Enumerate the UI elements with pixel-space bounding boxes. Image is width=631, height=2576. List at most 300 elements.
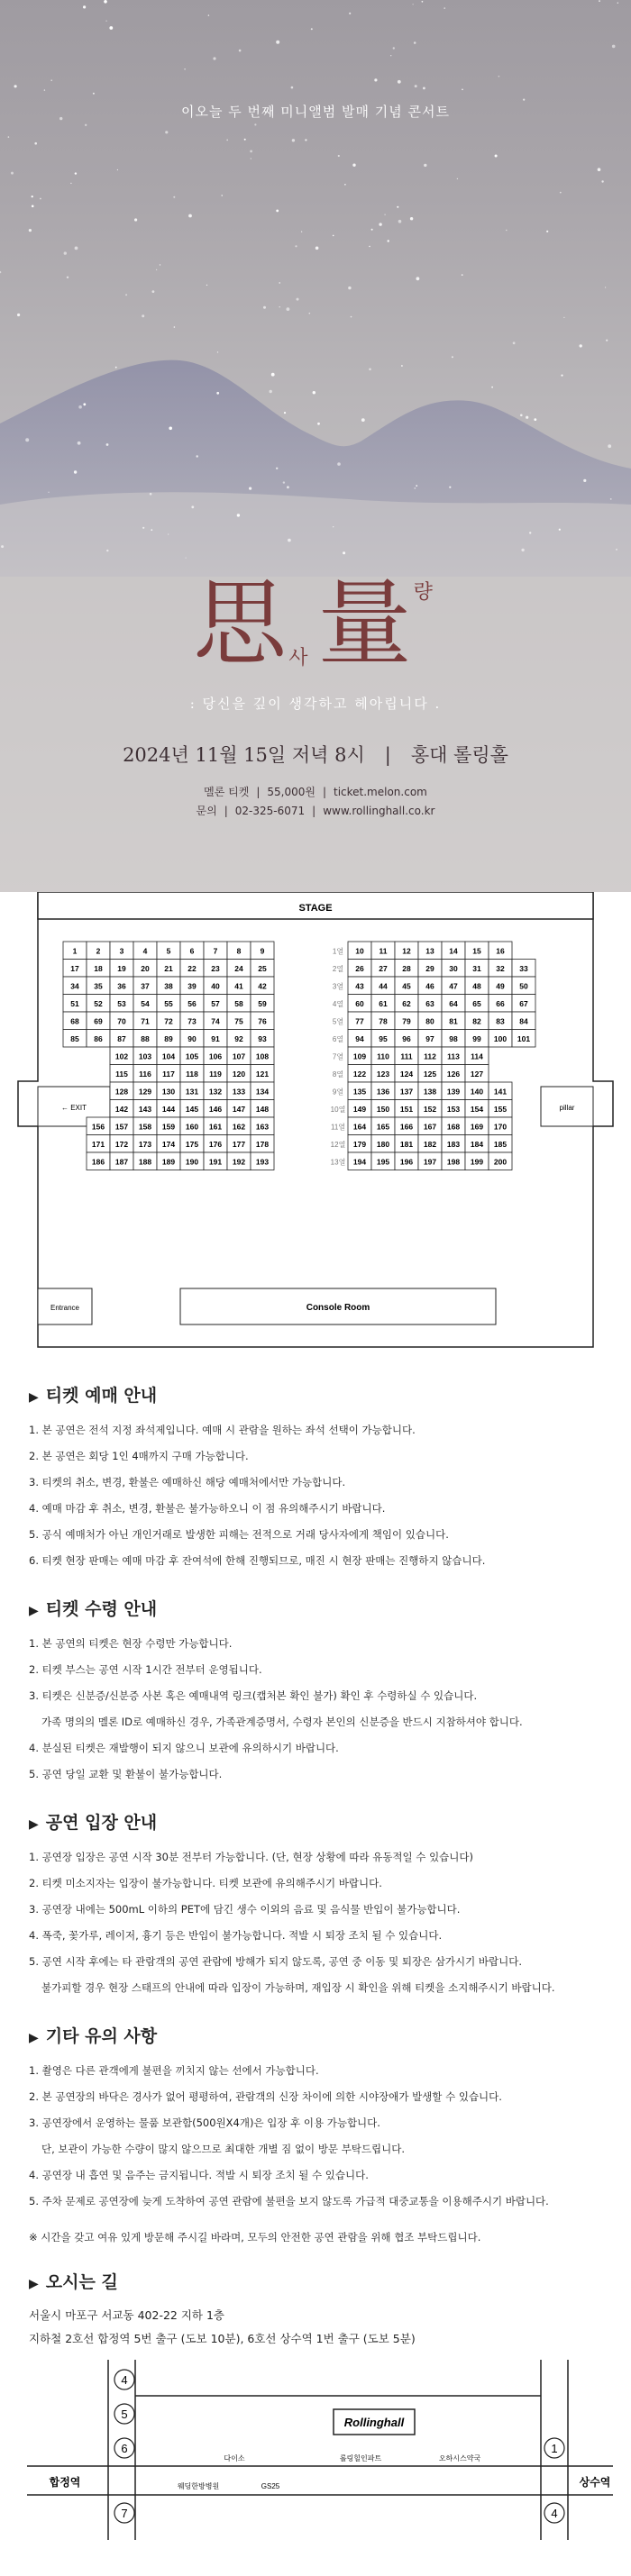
- snow-dot: [244, 139, 246, 141]
- seat-number: 58: [234, 998, 243, 1008]
- seat-number: 142: [114, 1104, 129, 1114]
- station-hapjeong: 합정역: [49, 2476, 81, 2489]
- landmark: 다이소: [224, 2454, 245, 2462]
- snow-dot: [173, 196, 175, 198]
- triangle-icon: ▶: [29, 2031, 39, 2045]
- snow-dot: [169, 427, 172, 431]
- snow-dot: [452, 356, 453, 358]
- concert-date: 2024년 11월 15일 저녁 8시: [123, 744, 365, 766]
- seat-number: 25: [258, 963, 267, 973]
- seat-number: 65: [472, 998, 481, 1008]
- seat-number: 80: [425, 1016, 434, 1026]
- snow-dot: [343, 551, 345, 554]
- snow-dot: [156, 269, 157, 270]
- seat-number: 138: [423, 1087, 437, 1097]
- list-item: 4. 폭죽, 꽃가루, 레이저, 흉기 등은 반입이 불가능합니다. 적발 시 퇴장 조치 될 수 있습니다.: [29, 1929, 443, 1942]
- entry-section: [29, 1788, 602, 2001]
- snow-dot: [369, 369, 371, 371]
- seat-number: 31: [472, 963, 481, 973]
- snow-dot: [125, 294, 127, 296]
- poster-date-venue: [0, 741, 631, 768]
- seat-number: 125: [423, 1069, 437, 1079]
- snow-dot: [288, 539, 291, 542]
- snow-dot: [67, 277, 69, 278]
- list-item: 5. 공연 시작 후에는 타 관람객의 공연 관람에 방해가 되지 않도록, 공연 중 이동 및 퇴장은 삼가시기 바랍니다.: [29, 1955, 523, 1968]
- seat-number: 170: [493, 1122, 508, 1132]
- seat-number: 116: [139, 1069, 151, 1079]
- seat-number: 144: [161, 1104, 176, 1114]
- pillar-label: pillar: [559, 1104, 575, 1112]
- snow-dot: [351, 316, 352, 318]
- snow-dot: [444, 7, 445, 9]
- seat-number: 9: [260, 946, 265, 956]
- snow-dot: [344, 184, 346, 186]
- snow-dot: [317, 423, 320, 425]
- snow-dot: [78, 441, 81, 445]
- ticket-pickup-section: [29, 1574, 602, 1788]
- snow-dot: [560, 192, 562, 194]
- exit-number: 4: [121, 2373, 128, 2387]
- seat-number: 98: [449, 1033, 458, 1043]
- snow-dot: [612, 45, 616, 49]
- seat-number: 159: [161, 1122, 176, 1132]
- seat-number: 84: [519, 1016, 528, 1026]
- list-item: 2. 티켓 미소지자는 입장이 불가능합니다. 티켓 보관에 유의해주시기 바랍니다.: [29, 1877, 382, 1889]
- seat-number: 32: [496, 963, 505, 973]
- snow-dot: [295, 245, 297, 247]
- snow-dot: [184, 68, 186, 70]
- snow-dot: [352, 164, 355, 167]
- seat-number: 147: [232, 1104, 246, 1114]
- landmark: 웨딩한방병원: [177, 2482, 220, 2490]
- snow-dot: [410, 217, 413, 220]
- seat-number: 103: [138, 1051, 152, 1061]
- snow-dot: [279, 282, 280, 283]
- section-title: ▶ 티켓 예매 안내: [29, 1386, 158, 1406]
- seat-number: 179: [352, 1139, 367, 1149]
- snow-dot: [401, 365, 403, 367]
- snow-dot: [424, 164, 426, 167]
- snow-dot: [616, 549, 617, 551]
- snow-dot: [1, 545, 4, 548]
- snow-dot: [397, 206, 398, 208]
- seat-number: 37: [141, 981, 150, 991]
- seat-number: 184: [470, 1139, 484, 1149]
- ticket-price: 55,000원: [267, 786, 316, 798]
- info-sections: [29, 1361, 602, 2351]
- list-item: 1. 공연장 입장은 공연 시작 30분 전부터 가능합니다. (단, 현장 상황에 따라 유동적일 수 있습니다): [29, 1851, 473, 1863]
- seat-number: 106: [208, 1051, 223, 1061]
- row-label: 5열: [332, 1017, 344, 1026]
- seat-number: 51: [70, 998, 79, 1008]
- seat-number: 16: [496, 946, 505, 956]
- venue-label: Rollinghall: [343, 2416, 405, 2429]
- seat-number: 64: [449, 998, 458, 1008]
- snow-dot: [599, 0, 600, 2]
- row-label: 1열: [332, 947, 344, 956]
- row-label: 13열: [330, 1158, 346, 1167]
- seat-number: 114: [471, 1051, 483, 1061]
- seat-number: 11: [379, 946, 388, 956]
- snow-dot: [491, 387, 493, 388]
- snow-dot: [337, 462, 341, 466]
- seat-number: 38: [164, 981, 173, 991]
- seat-number: 181: [399, 1139, 414, 1149]
- exit-number: 1: [551, 2442, 558, 2455]
- snow-dot: [34, 142, 37, 145]
- snow-dot: [93, 93, 95, 95]
- snow-dot: [423, 87, 425, 90]
- seat-number: 140: [470, 1087, 484, 1097]
- separator: |: [384, 744, 391, 766]
- seat-number: 67: [519, 998, 528, 1008]
- seat-number: 112: [424, 1051, 436, 1061]
- seat-number: 162: [232, 1122, 246, 1132]
- snow-dot: [513, 341, 516, 344]
- seat-number: 188: [138, 1157, 152, 1167]
- snow-dot: [105, 21, 106, 22]
- seat-number: 88: [141, 1033, 150, 1043]
- seat-number: 79: [402, 1016, 411, 1026]
- seat-number: 118: [186, 1069, 198, 1079]
- triangle-icon: ▶: [29, 2277, 39, 2291]
- snow-dot: [186, 558, 187, 559]
- seat-grid: [60, 942, 535, 1170]
- snow-dot: [580, 344, 582, 347]
- seat-number: 107: [232, 1051, 246, 1061]
- directions-section: [29, 2247, 602, 2351]
- list-item: 1. 촬영은 다른 관객에게 불편을 끼치지 않는 선에서 가능합니다.: [29, 2064, 319, 2077]
- seat-number: 66: [496, 998, 505, 1008]
- seat-number: 70: [117, 1016, 126, 1026]
- snow-dot: [83, 403, 86, 405]
- seat-number: 21: [164, 963, 173, 973]
- seat-number: 18: [94, 963, 103, 973]
- seat-number: 57: [211, 998, 220, 1008]
- exit-number: 5: [121, 2408, 128, 2421]
- seat-number: 174: [161, 1139, 176, 1149]
- seat-number: 15: [472, 946, 481, 956]
- snow-dot: [208, 14, 209, 15]
- snow-dot: [521, 549, 524, 551]
- seat-number: 42: [258, 981, 267, 991]
- snow-dot: [254, 123, 256, 125]
- entrance-label: Entrance: [50, 1304, 80, 1312]
- seat-number: 108: [255, 1051, 270, 1061]
- seat-number: 167: [423, 1122, 437, 1132]
- seat-number: 40: [211, 981, 220, 991]
- snow-dot: [371, 229, 373, 231]
- snow-dot: [414, 41, 416, 44]
- seat-number: 157: [114, 1122, 129, 1132]
- snow-dot: [506, 230, 507, 231]
- seat-number: 95: [379, 1033, 388, 1043]
- contact-info-line: 문의 | 02-325-6071 | www.rollinghall.co.kr: [196, 805, 435, 817]
- snow-dot: [338, 155, 340, 157]
- snow-dot: [313, 391, 316, 394]
- seat-number: 46: [425, 981, 434, 991]
- seat-number: 121: [255, 1069, 270, 1079]
- row-label: 9열: [332, 1088, 344, 1097]
- landmark: 롤링힐인파트: [339, 2454, 382, 2462]
- list-item: 불가피할 경우 현장 스태프의 안내에 따라 입장이 가능하며, 재입장 시 확인을 위해 티켓을 소지해주시기 바랍니다.: [41, 1981, 555, 1994]
- snow-dot: [250, 150, 252, 153]
- seat-number: 185: [493, 1139, 508, 1149]
- seat-number: 139: [446, 1087, 461, 1097]
- seat-number: 13: [425, 946, 434, 956]
- list-item: 5. 공연 당일 교환 및 환불이 불가능합니다.: [29, 1768, 223, 1780]
- snow-dot: [206, 285, 207, 286]
- section-title: ▶ 공연 입장 안내: [29, 1813, 158, 1833]
- snow-dot: [216, 392, 219, 395]
- seat-number: 129: [138, 1087, 152, 1097]
- seat-number: 177: [232, 1139, 246, 1149]
- seat-number: 8: [236, 946, 242, 956]
- seat-number: 86: [94, 1033, 103, 1043]
- list-item: 3. 티켓은 신분증/신분증 사본 혹은 예매내역 링크(캡처본 확인 불가) 확인 후 수령하실 수 있습니다.: [29, 1689, 478, 1702]
- snow-dot: [197, 455, 198, 457]
- seat-number: 97: [425, 1033, 434, 1043]
- list-item: 2. 본 공연은 회당 1인 4매까지 구매 가능합니다.: [29, 1450, 249, 1462]
- row-label: 10열: [330, 1105, 346, 1114]
- seat-number: 12: [402, 946, 411, 956]
- snow-dot: [398, 80, 401, 84]
- seat-number: 115: [115, 1069, 128, 1079]
- seat-number: 100: [493, 1033, 508, 1043]
- seat-number: 137: [399, 1087, 414, 1097]
- list-item: 5. 주차 문제로 공연장에 늦게 도착하여 공연 관람에 불편을 보지 않도록 가급적 대중교통을 이용해주시기 바랍니다.: [29, 2195, 549, 2207]
- seat-number: 143: [138, 1104, 152, 1114]
- seat-number: 48: [472, 981, 481, 991]
- seating-chart-svg: [0, 892, 631, 1361]
- seat-number: 26: [355, 963, 364, 973]
- list-item: 3. 티켓의 취소, 변경, 환불은 예매하신 해당 예매처에서만 가능합니다.: [29, 1476, 346, 1488]
- seat-number: 199: [470, 1157, 484, 1167]
- seat-number: 155: [493, 1104, 508, 1114]
- seat-number: 2: [96, 946, 101, 956]
- snow-dot: [416, 277, 420, 280]
- triangle-icon: ▶: [29, 1604, 39, 1618]
- seat-number: 36: [117, 981, 126, 991]
- snow-dot: [457, 178, 458, 179]
- snow-dot: [413, 4, 414, 5]
- snow-dot: [109, 26, 113, 30]
- snow-dot: [563, 317, 564, 318]
- seat-number: 6: [189, 946, 195, 956]
- seat-number: 30: [449, 963, 458, 973]
- snow-dot: [279, 306, 280, 307]
- seat-number: 34: [70, 981, 79, 991]
- seat-number: 187: [114, 1157, 129, 1167]
- seat-number: 47: [449, 981, 458, 991]
- snow-dot: [40, 198, 41, 200]
- seat-number: 141: [493, 1087, 508, 1097]
- row-label: 8열: [332, 1070, 344, 1079]
- snow-dot: [348, 287, 351, 289]
- seat-number: 10: [355, 946, 364, 956]
- exit-label: ← EXIT: [60, 1104, 87, 1112]
- seat-number: 133: [232, 1087, 246, 1097]
- seat-number: 91: [211, 1033, 220, 1043]
- seat-number: 196: [399, 1157, 414, 1167]
- seat-number: 99: [472, 1033, 481, 1043]
- seat-number: 56: [187, 998, 197, 1008]
- snow-dot: [449, 487, 451, 488]
- seat-number: 72: [164, 1016, 173, 1026]
- seat-number: 195: [376, 1157, 390, 1167]
- snow-dot: [217, 351, 218, 352]
- seat-number: 62: [402, 998, 411, 1008]
- seat-number: 82: [472, 1016, 481, 1026]
- seat-number: 193: [255, 1157, 270, 1167]
- seat-number: 89: [164, 1033, 173, 1043]
- seat-number: 109: [352, 1051, 367, 1061]
- snow-dot: [291, 86, 294, 89]
- row-label: 12열: [330, 1140, 346, 1149]
- seat-number: 132: [208, 1087, 223, 1097]
- seat-number: 128: [114, 1087, 129, 1097]
- snow-dot: [104, 0, 107, 4]
- seating-chart: [0, 892, 631, 1361]
- snow-dot: [152, 290, 155, 293]
- snow-dot: [271, 373, 275, 377]
- snow-dot: [237, 514, 240, 516]
- seat-number: 117: [162, 1069, 175, 1079]
- seat-number: 43: [355, 981, 364, 991]
- seat-number: 35: [94, 981, 103, 991]
- snow-dot: [495, 155, 498, 158]
- seat-number: 68: [70, 1016, 79, 1026]
- seat-number: 55: [164, 998, 173, 1008]
- seat-number: 4: [142, 946, 148, 956]
- seat-number: 33: [519, 963, 528, 973]
- snow-dot: [44, 89, 45, 90]
- seat-number: 22: [187, 963, 197, 973]
- seat-number: 172: [114, 1139, 129, 1149]
- seat-number: 127: [470, 1069, 484, 1079]
- snow-dot: [384, 214, 385, 215]
- list-item: 3. 공연장에서 운영하는 물품 보관함(500원X4개)은 입장 후 이용 가능합니다.: [29, 2116, 380, 2129]
- list-item: 가족 명의의 멜론 ID로 예매하신 경우, 가족관계증명서, 수령자 본인의 신분증을 반드시 지참하셔야 합니다.: [41, 1716, 523, 1728]
- seat-number: 175: [185, 1139, 199, 1149]
- title-char-1: 思: [193, 569, 288, 678]
- seat-number: 145: [185, 1104, 199, 1114]
- snow-dot: [14, 85, 17, 87]
- seat-number: 146: [208, 1104, 223, 1114]
- snow-dot: [606, 340, 608, 341]
- list-item: 2. 본 공연장의 바닥은 경사가 없어 평평하여, 관람객의 신장 차이에 의한 시야장애가 발생할 수 있습니다.: [29, 2090, 502, 2103]
- snow-dot: [462, 89, 463, 91]
- seat-number: 94: [355, 1033, 364, 1043]
- exit-number: 4: [551, 2507, 558, 2520]
- seat-number: 190: [185, 1157, 199, 1167]
- seat-number: 102: [114, 1051, 129, 1061]
- snow-dot: [151, 529, 152, 531]
- snow-dot: [416, 485, 417, 487]
- ticket-info-line: 멜론 티켓 | 55,000원 | ticket.melon.com: [204, 786, 427, 798]
- snow-dot: [150, 493, 152, 496]
- seat-number: 160: [185, 1122, 199, 1132]
- poster-subtitle: 이오늘 두 번째 미니앨범 발매 기념 콘서트: [181, 104, 450, 120]
- seat-number: 77: [355, 1016, 364, 1026]
- seat-number: 71: [141, 1016, 150, 1026]
- seat-number: 87: [117, 1033, 126, 1043]
- snow-dot: [75, 172, 77, 174]
- seat-number: 186: [91, 1157, 105, 1167]
- location-map: [0, 2360, 631, 2540]
- snow-dot: [388, 240, 389, 241]
- snow-dot: [561, 375, 562, 377]
- landmark-labels: [178, 2453, 481, 2490]
- other-section: [29, 2001, 602, 2247]
- snow-dot: [142, 314, 144, 317]
- list-item: 6. 티켓 현장 판매는 예매 마감 후 잔여석에 한해 진행되므로, 매진 시 현장 판매는 진행하지 않습니다.: [29, 1554, 486, 1567]
- snow-dot: [134, 218, 137, 221]
- seat-number: 63: [425, 998, 434, 1008]
- bottom-spacer: [0, 2540, 631, 2576]
- address-text: 서울시 마포구 서교동 402-22 지하 1층: [29, 2308, 224, 2322]
- seat-number: 150: [376, 1104, 390, 1114]
- snow-dot: [276, 210, 279, 213]
- ticket-booking-list: [29, 1417, 602, 1574]
- list-item: 2. 티켓 부스는 공연 시작 1시간 전부터 운영됩니다.: [29, 1663, 262, 1676]
- snow-dot: [25, 438, 29, 441]
- snow-dot: [583, 479, 586, 482]
- snow-dot: [374, 78, 377, 81]
- seat-number: 192: [232, 1157, 246, 1167]
- ticket-site-link[interactable]: ticket.melon.com: [334, 786, 427, 798]
- seat-number: 131: [185, 1087, 199, 1097]
- seat-number: 191: [208, 1157, 223, 1167]
- snow-dot: [526, 416, 528, 419]
- seat-number: 163: [255, 1122, 270, 1132]
- list-item: 4. 공연장 내 흡연 및 음주는 금지됩니다. 적발 시 퇴장 조치 될 수 있습니다.: [29, 2169, 369, 2181]
- seat-number: 105: [185, 1051, 199, 1061]
- seat-number: 44: [379, 981, 388, 991]
- snow-dot: [32, 205, 34, 208]
- list-item: 4. 분실된 티켓은 재발행이 되지 않으니 보관에 유의하시기 바랍니다.: [29, 1742, 339, 1754]
- row-label: 7열: [332, 1052, 344, 1061]
- map-svg: [0, 2360, 631, 2540]
- seat-number: 17: [70, 963, 79, 973]
- seat-number: 61: [379, 998, 388, 1008]
- seat-number: 169: [470, 1122, 484, 1132]
- seat-number: 3: [119, 946, 124, 956]
- list-item: 단, 보관이 가능한 수량이 많지 않으므로 최대한 개별 짐 없이 방문 부탁드립니다.: [41, 2143, 406, 2155]
- seat-number: 104: [161, 1051, 176, 1061]
- row-label: 11열: [330, 1123, 346, 1132]
- seat-number: 96: [402, 1033, 411, 1043]
- snow-dot: [559, 529, 561, 531]
- snow-dot: [316, 247, 319, 250]
- snow-dot: [520, 414, 523, 417]
- station-sangsu: 상수역: [579, 2476, 611, 2489]
- snow-dot: [32, 196, 33, 197]
- website-link[interactable]: www.rollinghall.co.kr: [323, 805, 435, 817]
- list-item: 1. 본 공연은 전석 지정 좌석제입니다. 예매 시 관람을 원하는 좌석 선택이 가능합니다.: [29, 1424, 416, 1436]
- section-title: ▶ 티켓 수령 안내: [29, 1599, 158, 1619]
- seat-number: 28: [402, 963, 411, 973]
- stage-label: STAGE: [298, 903, 333, 914]
- snow-dot: [191, 505, 194, 508]
- snow-dot: [309, 313, 311, 314]
- list-item: 1. 본 공연의 티켓은 현장 수령만 가능합니다.: [29, 1637, 233, 1650]
- landmark: GS25: [261, 2482, 280, 2490]
- section-title: ▶ 오시는 길: [29, 2272, 118, 2292]
- snow-dot: [165, 131, 168, 133]
- seat-number: 183: [446, 1139, 461, 1149]
- seat-number: 151: [399, 1104, 414, 1114]
